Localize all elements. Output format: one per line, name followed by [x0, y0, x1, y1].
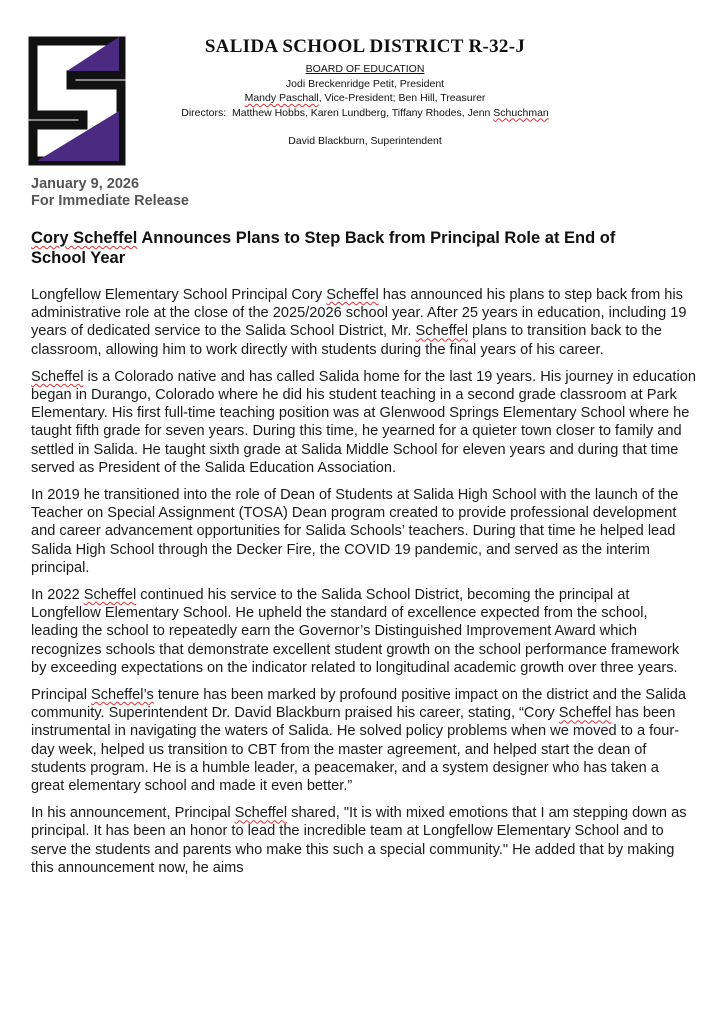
p5-seg: has been instrumental in navigating the waters of Salida. He solved policy problems when we moved to a four-day week, helped us transition to CBT from the master agreement, and helped start the dean of students program. He is a humble leader, a peacemaker, and a system designer who has taken a great elementary school and made it even better.”	[31, 705, 680, 795]
p1-seg: plans to transition back to the classroom, allowing him to work directly with students during the final years of his career.	[31, 323, 662, 358]
p1-name: Scheffel	[326, 287, 379, 303]
paragraph-2	[31, 368, 696, 477]
p5-name: Scheffel	[558, 705, 612, 722]
release-date: January 9, 2026	[31, 176, 140, 192]
district-name: SALIDA SCHOOL DISTRICT R-32-J	[204, 36, 526, 57]
directors-line	[140, 106, 590, 121]
p1-seg: has announced his plans to step back from his administrative role at the close of the 2025/2026 school year. After 25 years in education, including 19 years of dedicated service to the Salida School District, Mr.	[31, 287, 687, 340]
paragraph-1	[31, 286, 696, 359]
headline-name: Cory Scheffel	[31, 229, 138, 247]
p5-name: Scheffel’s	[91, 687, 154, 704]
p4-name: Scheffel	[83, 587, 137, 604]
p5-seg: tenure has been marked by profound positive impact on the district and the Salida community. Superintendent Dr. David Blackburn praised his career, stating, “Cory	[31, 687, 686, 722]
vp-rest: , Vice-President; Ben Hill, Treasurer	[318, 92, 486, 104]
paragraph-3: In 2019 he transitioned into the role of Dean of Students at Salida High School with the launch of the Teacher on Special Assignment (TOSA) Dean program created to provide professional development and career advancement opportunities for Salida Schools’ teachers. During that time he helped lead Salida High School through the Decker Fire, the COVID 19 pandemic, and served as the interim principal.	[31, 487, 679, 576]
president-line: Jodi Breckenridge Petit, President	[285, 77, 445, 90]
release-type: For Immediate Release	[31, 193, 189, 209]
directors-text: Directors: Matthew Hobbs, Karen Lundberg, Tiffany Rhodes, Jenn	[181, 106, 494, 119]
paragraph-6	[31, 804, 696, 877]
board-info	[140, 62, 590, 149]
vp-name: Mandy Paschall	[244, 92, 319, 104]
superintendent-line: David Blackburn, Superintendent	[288, 135, 442, 147]
p4-seg: In 2022	[31, 587, 84, 604]
school-logo	[27, 33, 127, 169]
p4-seg: continued his service to the Salida School District, becoming the principal at Longfellow Elementary School. He upheld the standard of excellence expected from the school, leading the school to repeatedly earn the Governor’s Distinguished Improvement Award which recognizes schools that demonstrate excellent student growth on the school performance framework by exceeding expectations on the indicator related to longitudinal academic growth over three years.	[31, 587, 680, 676]
paragraph-4	[31, 586, 696, 677]
vice-president-line	[140, 91, 590, 106]
p2-seg: is a Colorado native and has called Salida home for the last 19 years. His journey in education began in Durango, Colorado where he did his student teaching in a second grade classroom at Park Elementary. His first full-time teaching position was at Glenwood Springs Elementary School where he taught fifth grade for seven years. During this time, he yearned for a quieter town closer to family and settled in Salida. He taught sixth grade at Salida Middle School for eleven years and during that time served as President of the Salida Education Association.	[31, 368, 696, 476]
headline-rest: Announces Plans to Step Back from Principal Role at End of School Year	[31, 229, 616, 267]
headline	[31, 228, 671, 268]
p5-seg: Principal	[31, 687, 92, 704]
board-title: BOARD OF EDUCATION	[305, 63, 425, 75]
p6-seg: In his announcement, Principal	[31, 805, 235, 822]
paragraph-5	[31, 686, 696, 795]
p1-seg: Longfellow Elementary School Principal Cory	[31, 287, 327, 303]
p6-seg: shared, "It is with mixed emotions that I am stepping down as principal. It has been an honor to lead the incredible team at Longfellow Elementary School and to serve the students and parents who make this such a special community." He added that by making this announcement now, he aims	[31, 805, 687, 876]
p2-name: Scheffel	[31, 368, 84, 385]
article-body	[31, 286, 696, 886]
dateline	[31, 176, 189, 210]
p6-name: Scheffel	[234, 805, 288, 822]
directors-last: Schuchman	[493, 106, 549, 119]
p1-name: Scheffel	[415, 323, 468, 340]
